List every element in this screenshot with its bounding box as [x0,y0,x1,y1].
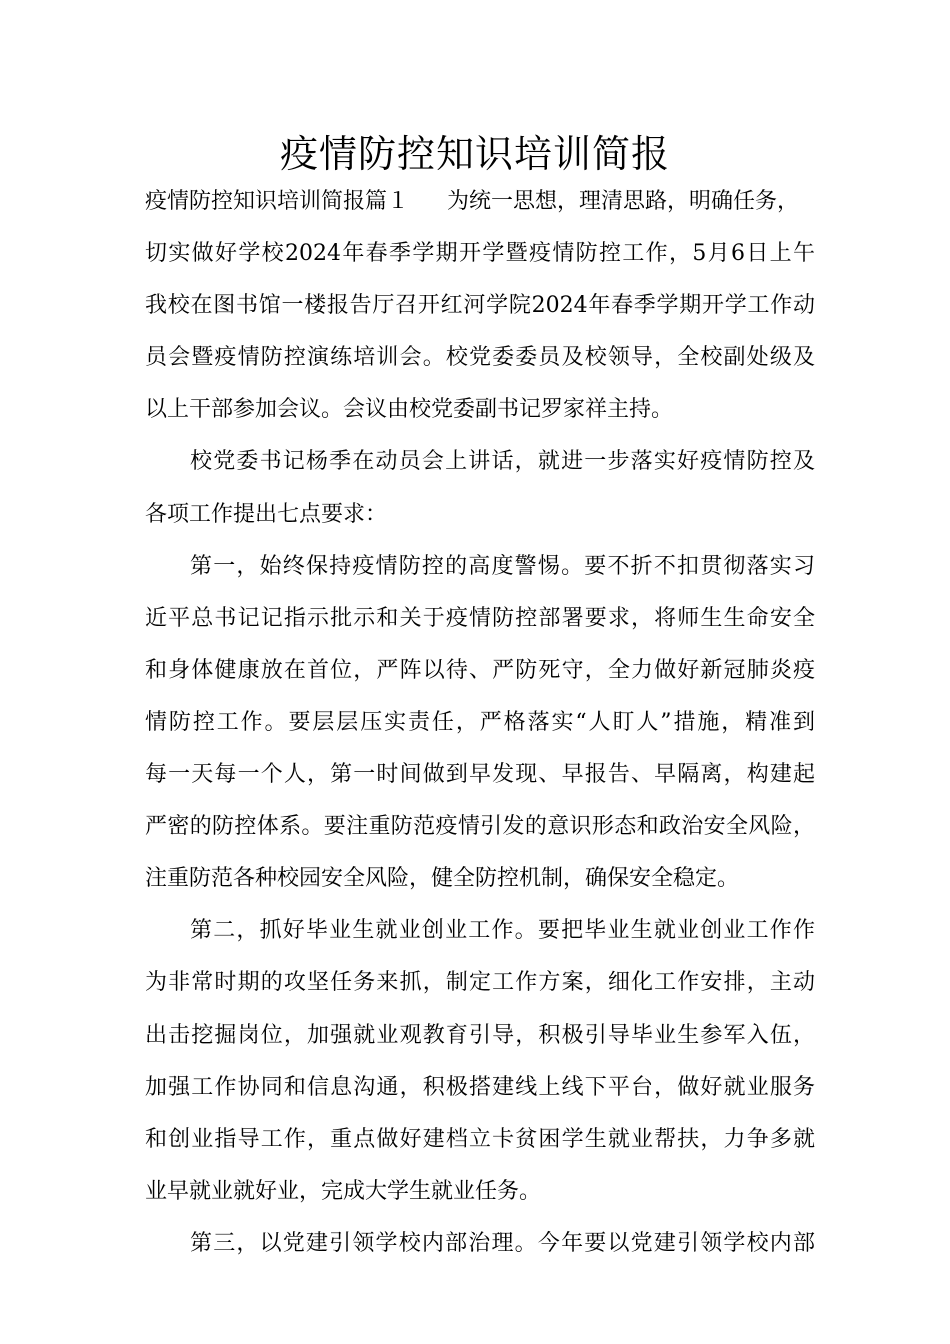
text-line: 为非常时期的攻坚任务来抓，制定工作方案，细化工作安排，主动 [145,970,815,996]
text-line: 和创业指导工作，重点做好建档立卡贫困学生就业帮扶，力争多就 [145,1126,815,1152]
text-line: 加强工作协同和信息沟通，积极搭建线上线下平台，做好就业服务 [145,1074,815,1100]
text-line: 各项工作提出七点要求： [145,501,388,527]
text-line: 每一天每一个人，第一时间做到早发现、早报告、早隔离，构建起 [145,762,815,788]
text-line [145,176,815,228]
text-line: 校党委书记杨季在动员会上讲话，就进一步落实好疫情防控及 [190,449,815,475]
text-line: 出击挖掘岗位，加强就业观教育引导，积极引导毕业生参军入伍， [145,1022,815,1048]
text-line: 切实做好学校2024年春季学期开学暨疫情防控工作，5月6日上午 [145,241,815,267]
text-line: 情防控工作。要层层压实责任，严格落实“人盯人”措施，精准到 [145,709,815,735]
text-line: 第一，始终保持疫情防控的高度警惕。要不折不扣贯彻落实习 [190,553,815,579]
text-line: 近平总书记记指示批示和关于疫情防控部署要求，将师生生命安全 [145,605,815,631]
text-line: 我校在图书馆一楼报告厅召开红河学院2024年春季学期开学工作动 [145,293,815,319]
text-line: 注重防范各种校园安全风险，健全防控机制，确保安全稳定。 [145,866,740,892]
text-line-tail: 为统一思想，理清思路，明确任务， [447,189,800,214]
text-line: 以上干部参加会议。会议由校党委副书记罗家祥主持。 [145,397,674,423]
text-line: 第二，抓好毕业生就业创业工作。要把毕业生就业创业工作作 [190,918,815,944]
text-line: 第三，以党建引领学校内部治理。今年要以党建引领学校内部 [190,1230,815,1256]
text-line: 业早就业就好业，完成大学生就业任务。 [145,1178,542,1204]
document-title: 疫情防控知识培训简报 [279,132,670,176]
text-line-heading: 疫情防控知识培训简报篇１ [145,189,410,214]
text-line: 和身体健康放在首位，严阵以待、严防死守，全力做好新冠肺炎疫 [145,657,815,683]
document-body [145,176,815,1270]
text-line: 严密的防控体系。要注重防范疫情引发的意识形态和政治安全风险， [145,814,815,840]
text-line: 员会暨疫情防控演练培训会。校党委委员及校领导，全校副处级及 [145,345,815,371]
